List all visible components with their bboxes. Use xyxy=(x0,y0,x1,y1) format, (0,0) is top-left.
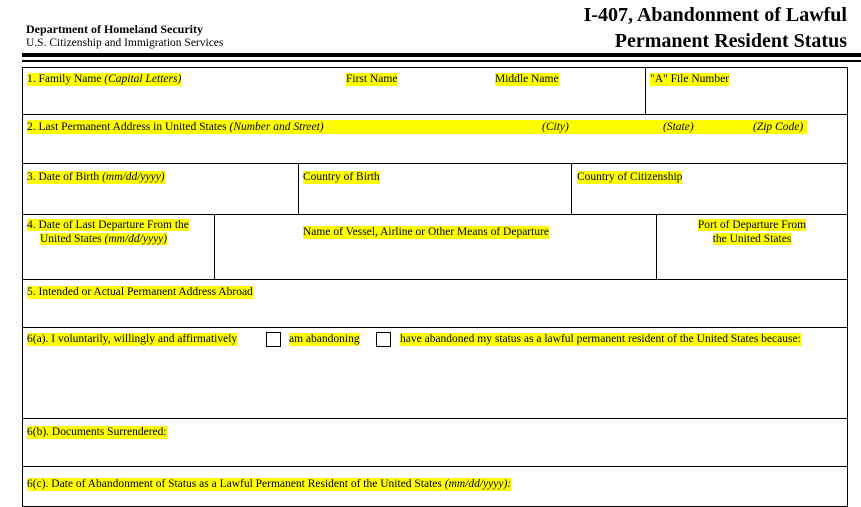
middle-name-field[interactable] xyxy=(493,88,644,113)
header-rule-thick xyxy=(22,53,861,57)
a-file-number-field[interactable] xyxy=(646,88,847,113)
family-name-field[interactable] xyxy=(23,88,343,113)
country-of-birth-field[interactable] xyxy=(299,186,570,213)
port-of-departure-field[interactable] xyxy=(657,250,847,278)
port-of-departure-label: Port of Departure From the United States xyxy=(697,219,807,245)
row-divider xyxy=(22,418,848,419)
departure-date-label: 4. Date of Last Departure From the United States (mm/dd/yyyy) xyxy=(27,219,189,245)
middle-name-label: Middle Name xyxy=(495,73,559,85)
vessel-label: Name of Vessel, Airline or Other Means of Departure xyxy=(303,226,550,238)
address-abroad-field[interactable] xyxy=(23,300,847,326)
date-of-birth-field[interactable] xyxy=(23,186,297,213)
row-divider xyxy=(22,279,848,280)
agency-name: Department of Homeland Security xyxy=(26,22,203,36)
documents-surrendered-field[interactable] xyxy=(23,440,847,465)
have-abandoned-checkbox[interactable] xyxy=(376,332,391,347)
form-title-line2: Permanent Resident Status xyxy=(614,30,847,52)
am-abandoning-label: am abandoning xyxy=(289,333,360,345)
country-of-citizenship-field[interactable] xyxy=(572,186,847,213)
a-file-number-label: "A" File Number xyxy=(650,73,730,85)
header-rule-thin xyxy=(22,60,861,62)
have-abandoned-label: have abandoned my status as a lawful permanent resident of the United States because: xyxy=(400,333,801,345)
row-divider xyxy=(22,466,848,467)
documents-surrendered-label: 6(b). Documents Surrendered: xyxy=(27,426,167,438)
country-of-birth-label: Country of Birth xyxy=(303,171,380,183)
subagency-name: U.S. Citizenship and Immigration Services xyxy=(26,37,224,49)
state-label: (State) xyxy=(663,121,694,133)
abandonment-date-label: 6(c). Date of Abandonment of Status as a Lawful Permanent Resident of the United States (mm/dd/yyyy): xyxy=(27,478,512,490)
address-abroad-label: 5. Intended or Actual Permanent Address Abroad xyxy=(27,286,253,298)
date-of-birth-label: 3. Date of Birth (mm/dd/yyyy) xyxy=(27,171,165,183)
form-title-line1: I-407, Abandonment of Lawful xyxy=(583,4,847,26)
city-label: (City) xyxy=(542,121,569,133)
family-name-label: 1. Family Name (Capital Letters) xyxy=(27,73,182,85)
country-of-citizenship-label: Country of Citizenship xyxy=(577,171,683,183)
abandonment-statement-label: 6(a). I voluntarily, willingly and affirmatively xyxy=(27,333,238,345)
zip-code-label: (Zip Code) xyxy=(753,121,804,133)
row-divider xyxy=(22,163,848,164)
row-divider xyxy=(22,214,848,215)
row-divider xyxy=(22,327,848,328)
vessel-field[interactable] xyxy=(215,242,655,278)
am-abandoning-checkbox[interactable] xyxy=(266,332,281,347)
first-name-field[interactable] xyxy=(343,88,493,113)
last-address-field[interactable] xyxy=(23,136,847,162)
departure-date-field[interactable] xyxy=(23,250,213,278)
first-name-label: First Name xyxy=(346,73,398,85)
abandonment-reason-field[interactable] xyxy=(23,350,847,417)
abandonment-date-field[interactable] xyxy=(545,472,845,495)
address-label: 2. Last Permanent Address in United States (Number and Street) xyxy=(27,121,324,133)
row-divider xyxy=(22,114,848,115)
